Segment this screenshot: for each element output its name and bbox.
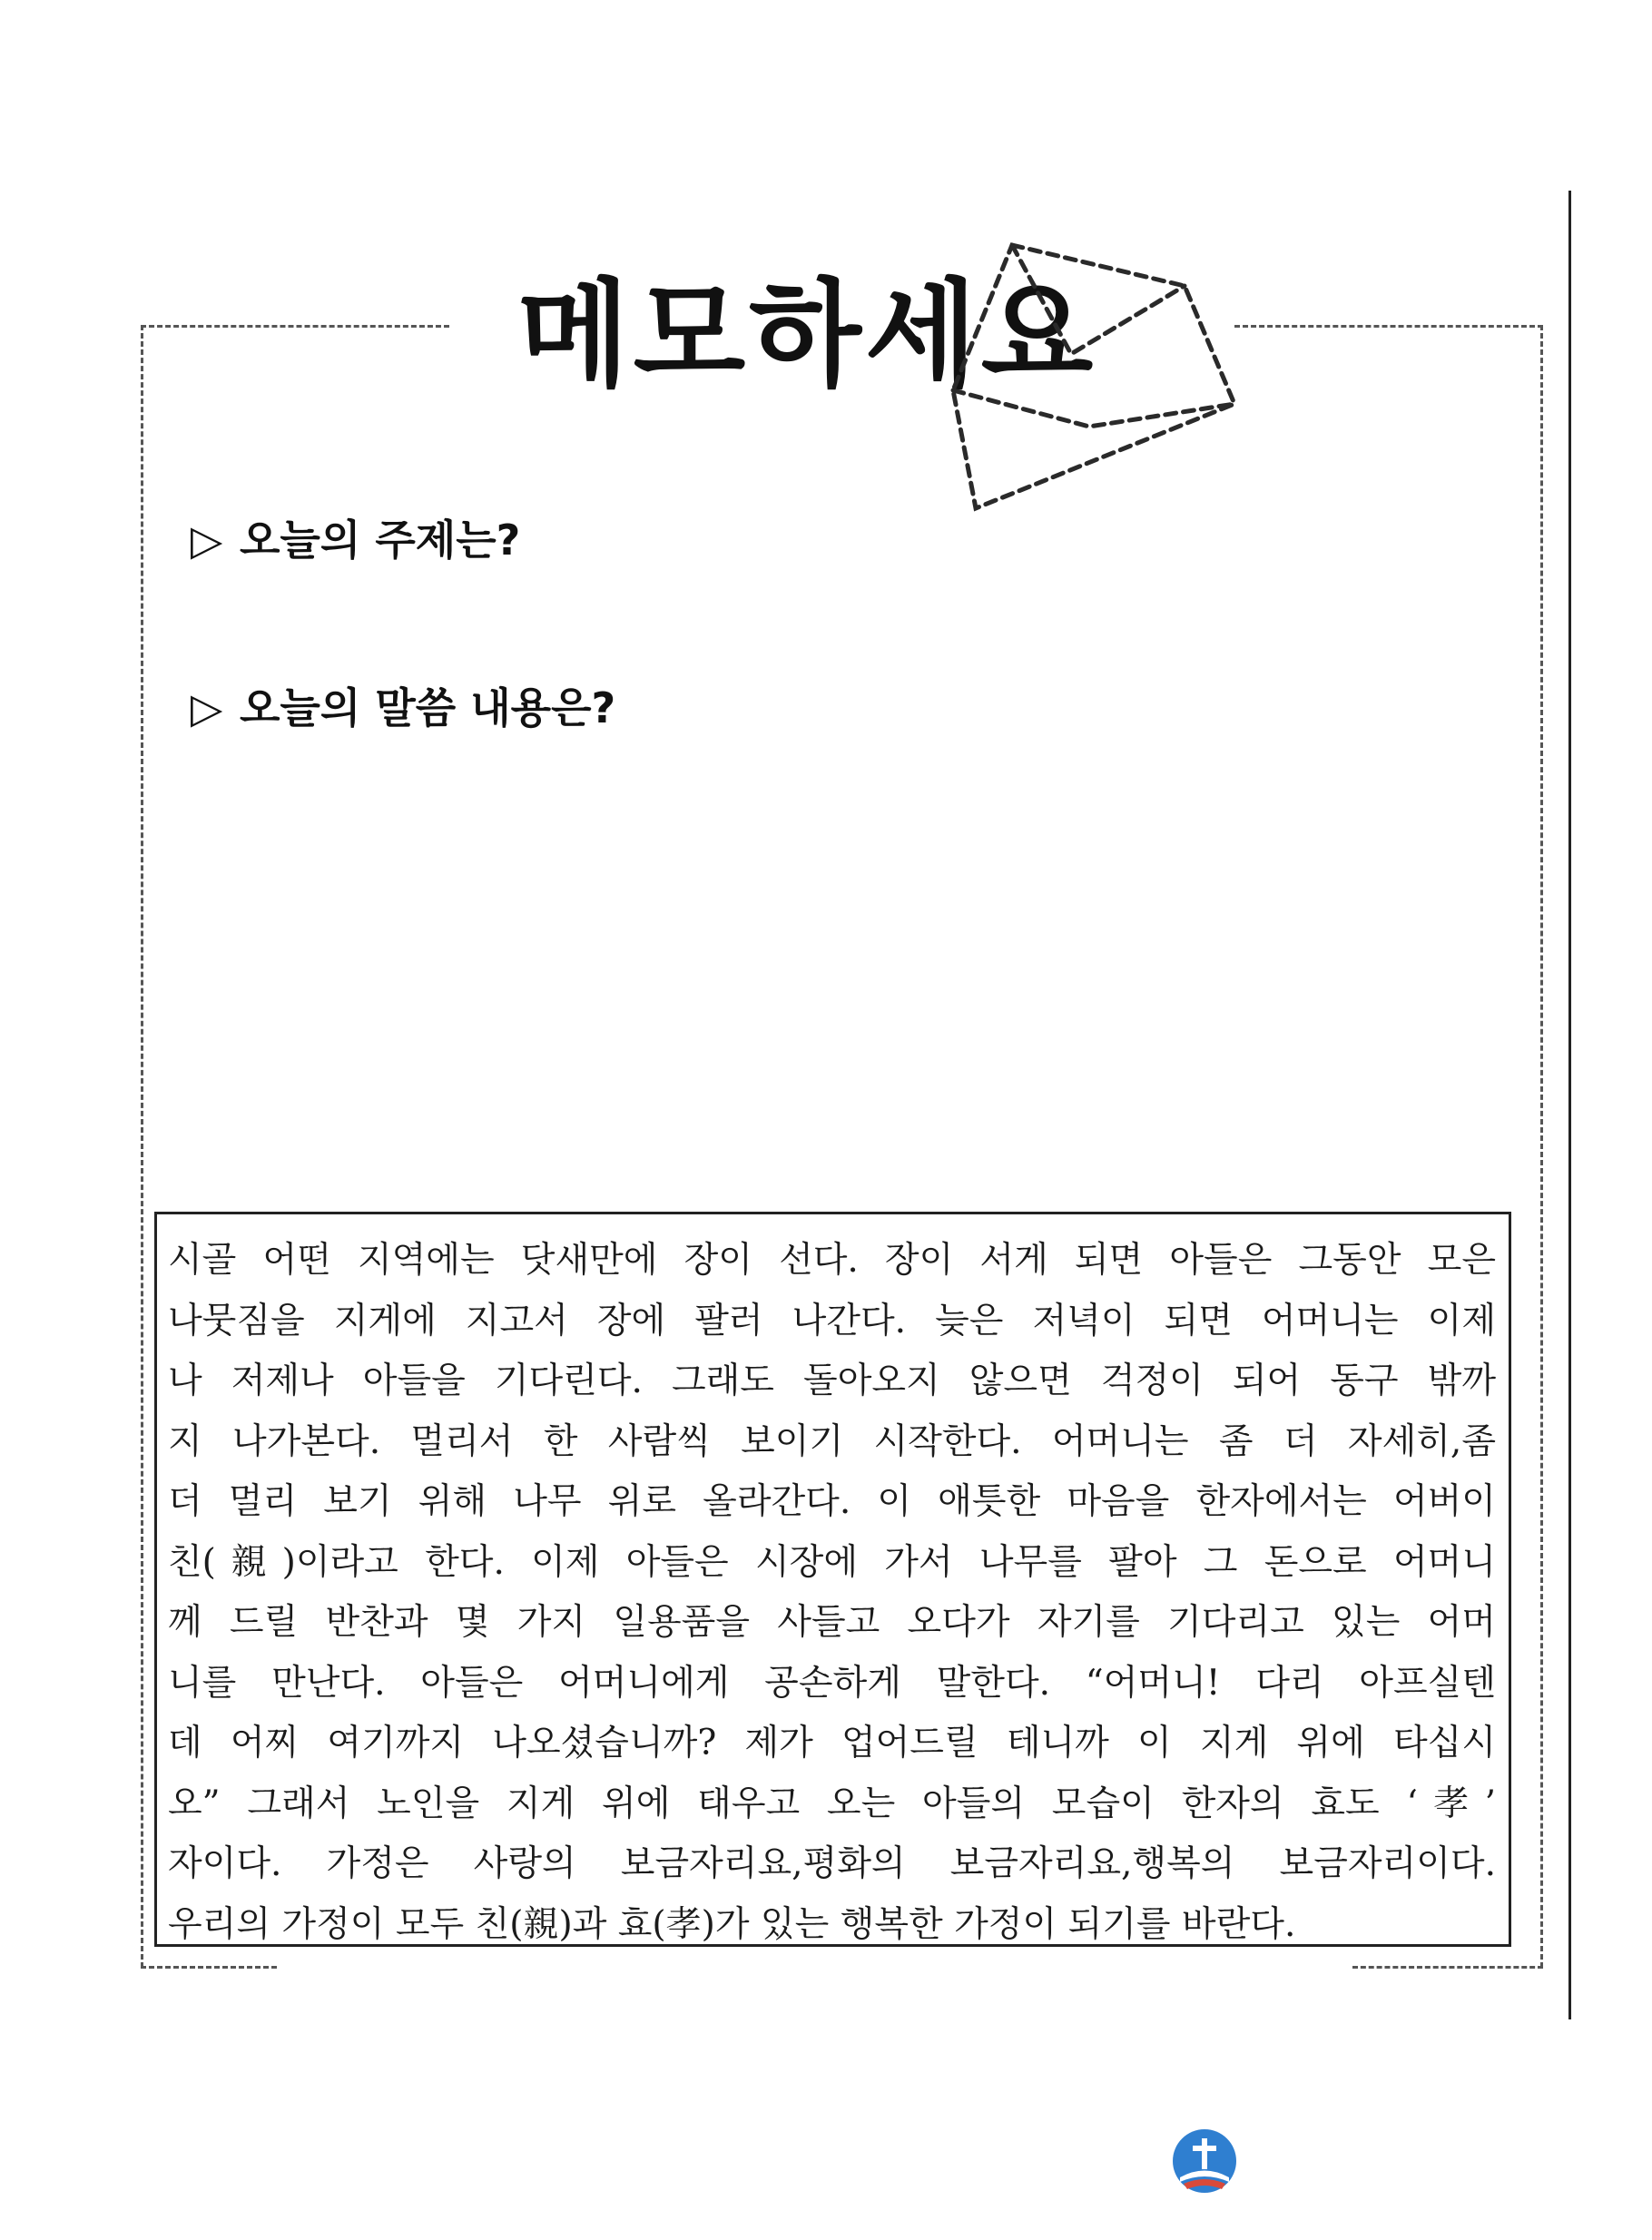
page-title: 메모하세요: [517, 268, 1097, 403]
story-line: 시골 어떤 지역에는 닷새만에 장이 선다. 장이 서게 되면 아들은 그동안 모은: [168, 1240, 1496, 1281]
story-line: 우리의 가정이 모두 친(親)과 효(孝)가 있는 행복한 가정이 되기를 바란다.: [168, 1903, 1296, 1945]
story-line: 나 저제나 아들을 기다린다. 그래도 돌아오지 않으면 걱정이 되어 동구 밖까: [168, 1361, 1496, 1401]
memo-frame-left: [141, 325, 143, 1968]
story-line: 니를 만난다. 아들은 어머니에게 공손하게 말한다. “어머니! 다리 아프실텐: [168, 1662, 1496, 1704]
question-sermon-content: [191, 676, 615, 740]
church-logo-icon: [1171, 2127, 1238, 2195]
question-topic-text: 오늘의 주제는?: [240, 516, 521, 565]
story-line: 데 어찌 여기까지 나오셨습니까? 제가 업어드릴 테니까 이 지게 위에 타십시: [168, 1723, 1496, 1764]
story-line: 나뭇짐을 지게에 지고서 장에 팔러 나간다. 늦은 저녁이 되면 어머니는 이제: [168, 1300, 1496, 1341]
story-line: 오” 그래서 노인을 지게 위에 태우고 오는 아들의 모습이 한자의 효도 ‘孝’: [168, 1783, 1496, 1824]
memo-frame-bottom-left: [141, 1966, 277, 1969]
memo-frame-top-right: [1234, 325, 1543, 328]
story-line: 더 멀리 보기 위해 나무 위로 올라간다. 이 애틋한 마음을 한자에서는 어버이: [168, 1481, 1496, 1522]
memo-frame-top-left: [141, 325, 449, 328]
memo-frame-bottom-right: [1352, 1966, 1543, 1969]
story-line: 자이다. 가정은 사랑의 보금자리요,평화의 보금자리요,행복의 보금자리이다.: [168, 1843, 1496, 1884]
scan-margin-line: [1568, 191, 1571, 2019]
story-line: 친(親)이라고 한다. 이제 아들은 시장에 가서 나무를 팔아 그 돈으로 어머니: [168, 1541, 1496, 1583]
envelope-icon: [935, 236, 1262, 517]
question-topic: [191, 508, 520, 572]
triangle-marker-icon: ▷: [191, 683, 223, 732]
triangle-marker-icon: ▷: [191, 516, 223, 565]
story-line: 지 나가본다. 멀리서 한 사람씩 보이기 시작한다. 어머니는 좀 더 자세히,좀: [168, 1420, 1496, 1462]
story-box: [154, 1212, 1511, 1947]
story-line: 께 드릴 반찬과 몇 가지 일용품을 사들고 오다가 자기를 기다리고 있는 어머: [168, 1602, 1496, 1643]
question-sermon-content-text: 오늘의 말씀 내용은?: [240, 683, 616, 732]
memo-frame-right: [1540, 325, 1543, 1968]
